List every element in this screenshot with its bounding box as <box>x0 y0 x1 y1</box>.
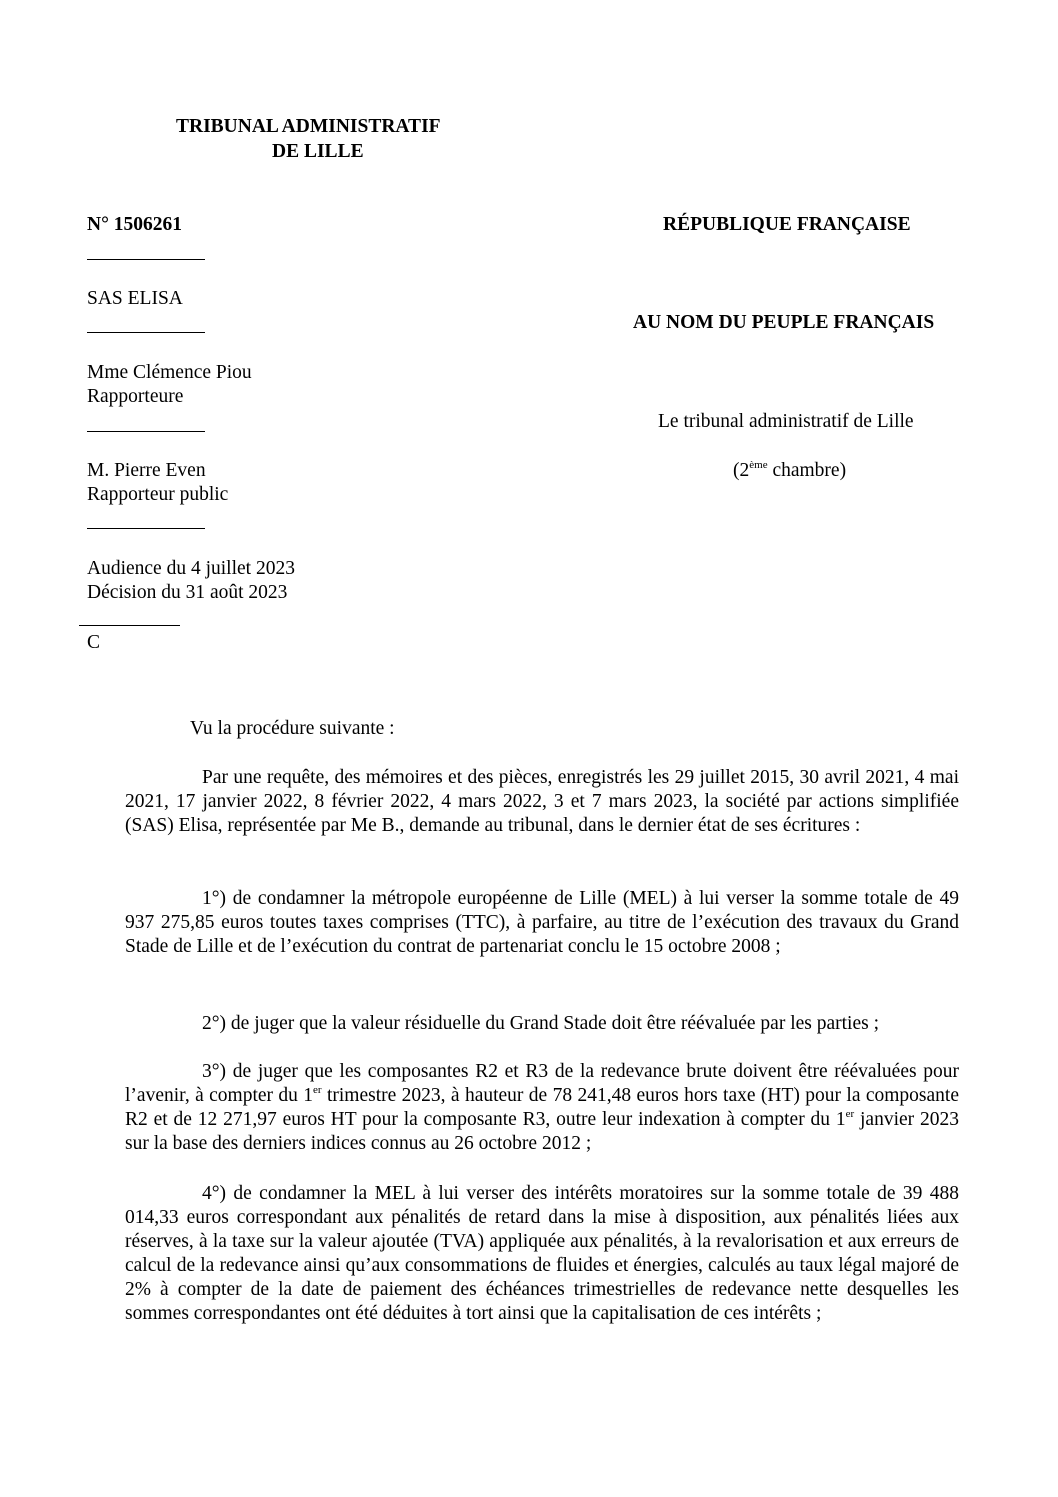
paragraph-requete-text: Par une requête, des mémoires et des pièces, enregistrés les 29 juillet 2015, 30 avril 2021, 4 mai 2021, 17 janvier 2022, 8 février 2022, 4 mars 2022, 3 et 7 mars 2023, la société par actions simplifiée (SAS) Elisa, représentée par Me B., demande au tribunal, dans le dernier état de ses écritures : <box>125 767 959 836</box>
audience-date: Audience du 4 juillet 2023 <box>87 558 295 579</box>
paragraph-point-3-text-c: janvier 2023 sur la base des derniers indices connus au 26 octobre 2012 ; <box>125 1109 959 1154</box>
rapporteure-role: Rapporteure <box>87 386 184 407</box>
classification-code: C <box>87 632 101 653</box>
decision-date: Décision du 31 août 2023 <box>87 582 288 603</box>
paragraph-point-3-text-b: trimestre 2023, à hauteur de 78 241,48 euros hors taxe (HT) pour la composante R2 et de 12 271,97 euros HT pour la composante R3, outre leur indexation à compter du 1 <box>125 1085 959 1130</box>
party-name: SAS ELISA <box>87 288 183 309</box>
procedure-intro: Vu la procédure suivante : <box>190 718 395 739</box>
superscript: er <box>313 1084 322 1096</box>
divider <box>87 332 205 333</box>
paragraph-point-3-text-a: 3°) de juger que les composantes R2 et R3 de la redevance brute doivent être réévaluées pour l’avenir, à compter du 1 <box>125 1061 959 1106</box>
court-name-line2: DE LILLE <box>272 141 364 162</box>
chambre-line <box>733 459 846 483</box>
tribunal-line: Le tribunal administratif de Lille <box>658 411 914 432</box>
divider <box>87 259 205 260</box>
paragraph-point-2-text: 2°) de juger que la valeur résiduelle du Grand Stade doit être réévaluée par les parties ; <box>202 1013 880 1034</box>
rapporteur-public-role: Rapporteur public <box>87 484 229 505</box>
paragraph-point-3 <box>125 1060 959 1156</box>
chambre-label: chambre) <box>767 460 847 481</box>
rapporteur-public-name: M. Pierre Even <box>87 460 206 481</box>
case-number: N° 1506261 <box>87 214 183 235</box>
paragraph-requete <box>125 766 959 838</box>
paragraph-point-4 <box>125 1182 959 1326</box>
people-heading: AU NOM DU PEUPLE FRANÇAIS <box>633 312 935 333</box>
paragraph-point-1 <box>125 887 959 959</box>
divider <box>87 528 205 529</box>
republic-heading: RÉPUBLIQUE FRANÇAISE <box>663 214 911 235</box>
chambre-superscript: ème <box>749 459 768 471</box>
rapporteure-name: Mme Clémence Piou <box>87 362 252 383</box>
divider <box>87 431 205 432</box>
superscript: er <box>845 1108 855 1120</box>
paragraph-point-2 <box>125 1012 959 1036</box>
chambre-number: (2 <box>733 460 750 481</box>
paragraph-point-4-text: 4°) de condamner la MEL à lui verser des intérêts moratoires sur la somme totale de 39 488 014,33 euros correspondant aux pénalités de retard dans la mise à disposition, aux pénalités liées aux réserves, à la taxe sur la valeur ajoutée (TVA) appliquée aux pénalités, à la revalorisation et aux erreurs de calcul de la redevance ainsi qu’aux consommations de fluides et énergies, calculés au taux légal majoré de 2% à compter de la date de paiement des échéances trimestrielles de redevance nette desquelles les sommes correspondantes ont été déduites à tort ainsi que la capitalisation de ces intérêts ; <box>125 1183 959 1324</box>
court-name-line1: TRIBUNAL ADMINISTRATIF <box>176 116 441 137</box>
paragraph-point-1-text: 1°) de condamner la métropole européenne de Lille (MEL) à lui verser la somme totale de 49 937 275,85 euros toutes taxes comprises (TTC), à parfaire, au titre de l’exécution des travaux du Grand Stade de Lille et de l’exécution du contrat de partenariat conclu le 15 octobre 2008 ; <box>125 888 959 957</box>
divider <box>79 625 180 626</box>
